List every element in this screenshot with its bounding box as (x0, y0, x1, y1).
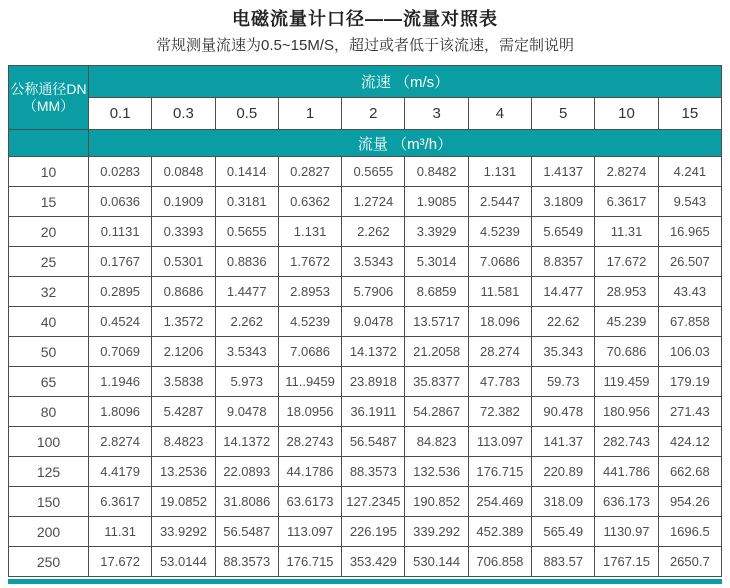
flow-value-cell: 0.1909 (152, 187, 215, 217)
velocity-value-cell: 0.1 (89, 98, 152, 130)
flow-value-cell: 282.743 (595, 427, 658, 457)
flow-value-cell: 2.262 (215, 307, 278, 337)
flow-value-cell: 4.4179 (89, 457, 152, 487)
flow-value-cell: 0.0848 (152, 157, 215, 187)
flow-value-cell: 2.8274 (595, 157, 658, 187)
flow-value-cell: 3.1809 (532, 187, 595, 217)
flow-value-cell: 14.477 (532, 277, 595, 307)
dn-value-cell: 40 (9, 307, 89, 337)
flow-value-cell: 0.8836 (215, 247, 278, 277)
flow-value-cell: 88.3573 (215, 547, 278, 577)
flow-value-cell: 45.239 (595, 307, 658, 337)
table-row (9, 217, 722, 247)
flow-value-cell: 3.3929 (405, 217, 468, 247)
flow-value-cell: 56.5487 (342, 427, 405, 457)
flow-value-cell: 59.73 (532, 367, 595, 397)
flow-value-cell: 11.31 (595, 217, 658, 247)
corner-header-line2: （MM） (22, 97, 75, 114)
corner-header-line1: 公称通径DN (10, 80, 87, 97)
flow-value-cell: 0.0636 (89, 187, 152, 217)
dn-value-cell: 50 (9, 337, 89, 367)
flow-value-cell: 1.4137 (532, 157, 595, 187)
flow-value-cell: 0.3393 (152, 217, 215, 247)
flow-value-cell: 63.6173 (278, 487, 341, 517)
flow-value-cell: 0.6362 (278, 187, 341, 217)
table-row (9, 277, 722, 307)
flow-value-cell: 21.2058 (405, 337, 468, 367)
flow-value-cell: 36.1911 (342, 397, 405, 427)
table-row (9, 337, 722, 367)
flow-value-cell: 2.262 (342, 217, 405, 247)
flow-value-cell: 1.2724 (342, 187, 405, 217)
flow-value-cell: 88.3573 (342, 457, 405, 487)
dn-value-cell: 150 (9, 487, 89, 517)
flow-value-cell: 84.823 (405, 427, 468, 457)
flow-value-cell: 3.5343 (215, 337, 278, 367)
flow-value-cell: 254.469 (468, 487, 531, 517)
flow-value-cell: 0.1767 (89, 247, 152, 277)
flow-value-cell: 1.131 (468, 157, 531, 187)
flow-value-cell: 1.9085 (405, 187, 468, 217)
flow-value-cell: 28.953 (595, 277, 658, 307)
table-row (9, 547, 722, 577)
flow-value-cell: 11..9459 (278, 367, 341, 397)
flow-value-cell: 106.03 (658, 337, 721, 367)
flow-value-cell: 28.2743 (278, 427, 341, 457)
flow-value-cell: 662.68 (658, 457, 721, 487)
table-row (9, 427, 722, 457)
flow-value-cell: 0.7069 (89, 337, 152, 367)
page-subtitle: 常规测量流速为0.5~15M/S，超过或者低于该流速，需定制说明 (156, 37, 574, 54)
flow-value-cell: 271.43 (658, 397, 721, 427)
flow-value-cell: 14.1372 (215, 427, 278, 457)
flow-value-cell: 127.2345 (342, 487, 405, 517)
flow-value-cell: 0.8686 (152, 277, 215, 307)
velocity-value-cell: 2 (342, 98, 405, 130)
flow-value-cell: 318.09 (532, 487, 595, 517)
flow-value-cell: 179.19 (658, 367, 721, 397)
flow-value-cell: 706.858 (468, 547, 531, 577)
flow-value-cell: 0.2827 (278, 157, 341, 187)
flow-value-cell: 67.858 (658, 307, 721, 337)
table-row (9, 247, 722, 277)
flow-value-cell: 176.715 (278, 547, 341, 577)
table-row (9, 517, 722, 547)
flow-value-cell: 190.852 (405, 487, 468, 517)
flow-value-cell: 0.1414 (215, 157, 278, 187)
velocity-value-cell: 0.5 (215, 98, 278, 130)
flow-value-cell: 33.9292 (152, 517, 215, 547)
flow-value-cell: 54.2867 (405, 397, 468, 427)
table-row (9, 367, 722, 397)
flow-value-cell: 1.4477 (215, 277, 278, 307)
dn-value-cell: 250 (9, 547, 89, 577)
flow-value-cell: 565.49 (532, 517, 595, 547)
velocity-value-cell: 10 (595, 98, 658, 130)
flow-value-cell: 530.144 (405, 547, 468, 577)
flow-value-cell: 1767.15 (595, 547, 658, 577)
flow-value-cell: 452.389 (468, 517, 531, 547)
dn-value-cell: 32 (9, 277, 89, 307)
table-row (9, 397, 722, 427)
flow-value-cell: 180.956 (595, 397, 658, 427)
flow-value-cell: 1.7672 (278, 247, 341, 277)
flow-value-cell: 11.581 (468, 277, 531, 307)
page-title: 电磁流量计口径——流量对照表 (232, 9, 498, 29)
flow-value-cell: 6.3617 (89, 487, 152, 517)
flow-value-cell: 0.5301 (152, 247, 215, 277)
flow-value-cell: 18.0956 (278, 397, 341, 427)
flow-value-cell: 0.8482 (405, 157, 468, 187)
velocity-band-label: 流速 （m/s） (89, 66, 722, 98)
table-row (9, 487, 722, 517)
flow-value-cell: 1.8096 (89, 397, 152, 427)
table-body (9, 157, 722, 577)
flow-value-cell: 8.4823 (152, 427, 215, 457)
flow-value-cell: 113.097 (278, 517, 341, 547)
flow-value-cell: 4.5239 (278, 307, 341, 337)
flow-value-cell: 5.7906 (342, 277, 405, 307)
flow-value-cell: 1130.97 (595, 517, 658, 547)
flow-value-cell: 56.5487 (215, 517, 278, 547)
flow-value-cell: 6.3617 (595, 187, 658, 217)
flow-band-corner-cell (9, 130, 89, 157)
flow-value-cell: 441.786 (595, 457, 658, 487)
flow-value-cell: 4.241 (658, 157, 721, 187)
flow-value-cell: 220.89 (532, 457, 595, 487)
flow-value-cell: 23.8918 (342, 367, 405, 397)
flow-value-cell: 17.672 (89, 547, 152, 577)
flow-value-cell: 43.43 (658, 277, 721, 307)
flow-value-cell: 47.783 (468, 367, 531, 397)
velocity-value-cell: 0.3 (152, 98, 215, 130)
flow-value-cell: 5.973 (215, 367, 278, 397)
flow-value-cell: 5.4287 (152, 397, 215, 427)
dn-value-cell: 20 (9, 217, 89, 247)
dn-value-cell: 65 (9, 367, 89, 397)
flow-value-cell: 8.8357 (532, 247, 595, 277)
velocity-value-cell: 3 (405, 98, 468, 130)
flow-value-cell: 2.1206 (152, 337, 215, 367)
flow-value-cell: 2.8274 (89, 427, 152, 457)
flow-value-cell: 13.2536 (152, 457, 215, 487)
flow-value-cell: 22.62 (532, 307, 595, 337)
flow-value-cell: 132.536 (405, 457, 468, 487)
table-row (9, 307, 722, 337)
flow-value-cell: 7.0686 (468, 247, 531, 277)
flow-value-cell: 31.8086 (215, 487, 278, 517)
flow-value-cell: 2.5447 (468, 187, 531, 217)
dn-value-cell: 125 (9, 457, 89, 487)
flow-value-cell: 883.57 (532, 547, 595, 577)
flow-value-cell: 8.6859 (405, 277, 468, 307)
table-row (9, 157, 722, 187)
velocity-value-cell: 5 (532, 98, 595, 130)
flow-value-cell: 1.1946 (89, 367, 152, 397)
bottom-accent-bar (8, 579, 722, 584)
flow-value-cell: 424.12 (658, 427, 721, 457)
flow-value-cell: 3.5343 (342, 247, 405, 277)
flow-value-cell: 141.37 (532, 427, 595, 457)
flow-value-cell: 226.195 (342, 517, 405, 547)
flow-value-cell: 1.131 (278, 217, 341, 247)
flow-value-cell: 353.429 (342, 547, 405, 577)
flow-value-cell: 9.0478 (342, 307, 405, 337)
flow-value-cell: 9.543 (658, 187, 721, 217)
dn-value-cell: 10 (9, 157, 89, 187)
flow-value-cell: 5.6549 (532, 217, 595, 247)
flow-value-cell: 72.382 (468, 397, 531, 427)
flow-comparison-table (8, 65, 722, 577)
flow-value-cell: 119.459 (595, 367, 658, 397)
flow-value-cell: 954.26 (658, 487, 721, 517)
flow-value-cell: 0.5655 (342, 157, 405, 187)
flow-value-cell: 70.686 (595, 337, 658, 367)
flow-value-cell: 16.965 (658, 217, 721, 247)
flow-band-label: 流量 （m³/h） (89, 130, 722, 157)
flow-value-cell: 3.5838 (152, 367, 215, 397)
flow-value-cell: 13.5717 (405, 307, 468, 337)
table-row (9, 187, 722, 217)
flow-value-cell: 18.096 (468, 307, 531, 337)
flow-value-cell: 0.5655 (215, 217, 278, 247)
flow-value-cell: 1696.5 (658, 517, 721, 547)
flow-value-cell: 2.8953 (278, 277, 341, 307)
flow-value-cell: 26.507 (658, 247, 721, 277)
flow-value-cell: 176.715 (468, 457, 531, 487)
flow-value-cell: 4.5239 (468, 217, 531, 247)
dn-value-cell: 80 (9, 397, 89, 427)
flow-value-cell: 1.3572 (152, 307, 215, 337)
flow-value-cell: 2650.7 (658, 547, 721, 577)
dn-value-cell: 15 (9, 187, 89, 217)
table-row (9, 457, 722, 487)
flow-value-cell: 14.1372 (342, 337, 405, 367)
dn-value-cell: 200 (9, 517, 89, 547)
flow-value-cell: 339.292 (405, 517, 468, 547)
flow-value-cell: 5.3014 (405, 247, 468, 277)
flow-value-cell: 0.3181 (215, 187, 278, 217)
velocity-values-row (9, 98, 722, 130)
flow-value-cell: 113.097 (468, 427, 531, 457)
dn-value-cell: 25 (9, 247, 89, 277)
flow-value-cell: 9.0478 (215, 397, 278, 427)
velocity-value-cell: 4 (468, 98, 531, 130)
flow-value-cell: 0.0283 (89, 157, 152, 187)
dn-value-cell: 100 (9, 427, 89, 457)
flow-header-row (9, 130, 722, 157)
flow-value-cell: 22.0893 (215, 457, 278, 487)
flow-value-cell: 35.8377 (405, 367, 468, 397)
flow-value-cell: 0.4524 (89, 307, 152, 337)
flow-value-cell: 17.672 (595, 247, 658, 277)
flow-value-cell: 7.0686 (278, 337, 341, 367)
flow-value-cell: 19.0852 (152, 487, 215, 517)
flow-value-cell: 53.0144 (152, 547, 215, 577)
flow-value-cell: 90.478 (532, 397, 595, 427)
corner-header-cell (9, 66, 89, 130)
velocity-value-cell: 1 (278, 98, 341, 130)
flow-value-cell: 44.1786 (278, 457, 341, 487)
velocity-header-row (9, 66, 722, 98)
velocity-value-cell: 15 (658, 98, 721, 130)
flow-value-cell: 0.2895 (89, 277, 152, 307)
flow-value-cell: 35.343 (532, 337, 595, 367)
flow-value-cell: 636.173 (595, 487, 658, 517)
flow-value-cell: 11.31 (89, 517, 152, 547)
flow-value-cell: 28.274 (468, 337, 531, 367)
flow-value-cell: 0.1131 (89, 217, 152, 247)
